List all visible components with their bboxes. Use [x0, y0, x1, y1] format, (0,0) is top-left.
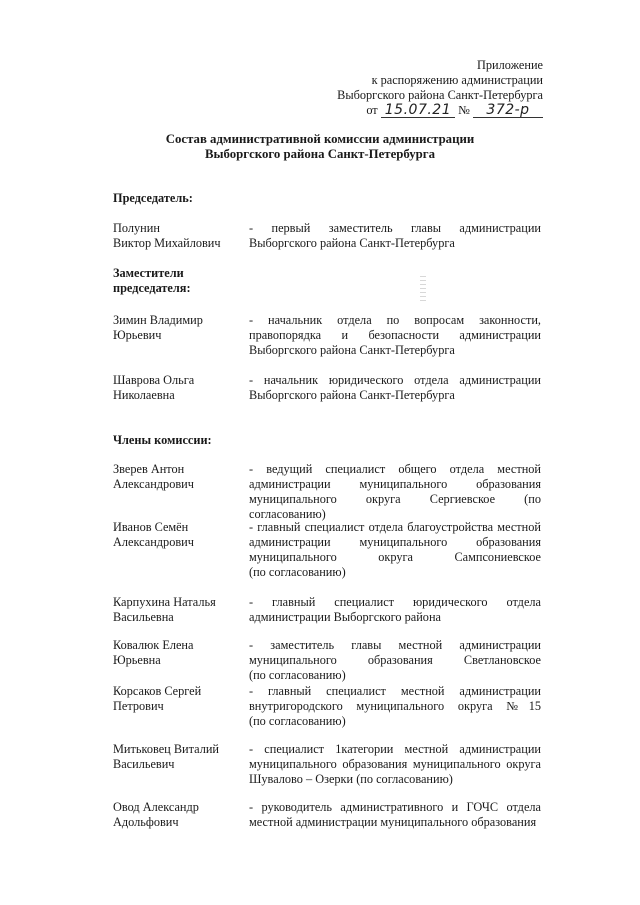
document-title [0, 132, 640, 162]
member-name: Карпухина Наталья Васильевна [113, 595, 216, 624]
appendix-header [243, 58, 543, 118]
member-name: Иванов Семён Александрович [113, 520, 194, 549]
member-name: Полунин Виктор Михайлович [113, 221, 221, 250]
handwritten-number: 372-р [473, 104, 543, 118]
member-name: Ковалюк Елена Юрьевна [113, 638, 194, 667]
title-line-2: Выборгского района Санкт-Петербурга [205, 147, 435, 161]
member-position: - первый заместитель главы администрации Выборгского района Санкт-Петербурга [249, 221, 541, 250]
title-line-1: Состав административной комиссии администрации [165, 132, 475, 146]
member-name: Митьковец Виталий Васильевич [113, 742, 220, 771]
member-position: - главный специалист юридического отдела администрации Выборгского района [249, 595, 541, 624]
section-chair: Председатель: [113, 191, 193, 205]
appendix-label: Приложение [477, 58, 543, 72]
appendix-order-ref: к распоряжению администрации [371, 73, 543, 87]
member-name: Шаврова Ольга Николаевна [113, 373, 195, 402]
section-deputies [113, 266, 191, 296]
member-position: - ведущий специалист общего отдела местной администрации муниципального образования муниципального округа Сергиевское (по согласованию) [249, 462, 541, 521]
member-position: - заместитель главы местной администрации муниципального образования Светлановское (по согласованию) [249, 638, 541, 682]
member-position: - главный специалист местной администрации внутригородского муниципального округа №15 (по согласованию) [249, 684, 541, 728]
section-deputies-line-1: Заместители [113, 266, 184, 280]
handwritten-date: 15.07.21 [381, 104, 455, 118]
member-position: - начальник отдела по вопросам законности, правопорядка и безопасности администрации Выборгского района Санкт-Петербурга [249, 313, 541, 357]
member-position: - специалист 1категории местной администрации муниципального образования муниципального округа Шувалово – Озерки (по согласованию) [249, 742, 541, 786]
member-position: - главный специалист отдела благоустройства местной администрации муниципального образования муниципального округа Сампсониевское (по согласованию) [249, 520, 541, 579]
member-position: - начальник юридического отдела администрации Выборгского района Санкт-Петербурга [249, 373, 541, 402]
section-deputies-line-2: председателя: [113, 281, 191, 295]
section-members: Члены комиссии: [113, 433, 212, 447]
member-name: Овод Александр Адольфович [113, 800, 199, 829]
date-prefix: от [366, 103, 378, 117]
appendix-date-number-line [243, 103, 543, 118]
scan-artifact [420, 276, 426, 302]
member-name: Зверев Антон Александрович [113, 462, 194, 491]
member-name: Корсаков Сергей Петрович [113, 684, 202, 713]
appendix-district: Выборгского района Санкт-Петербурга [337, 88, 543, 102]
member-position: - руководитель административного и ГОЧС отдела местной администрации муниципального образования [249, 800, 541, 829]
member-name: Зимин Владимир Юрьевич [113, 313, 203, 342]
number-prefix: № [458, 103, 470, 117]
